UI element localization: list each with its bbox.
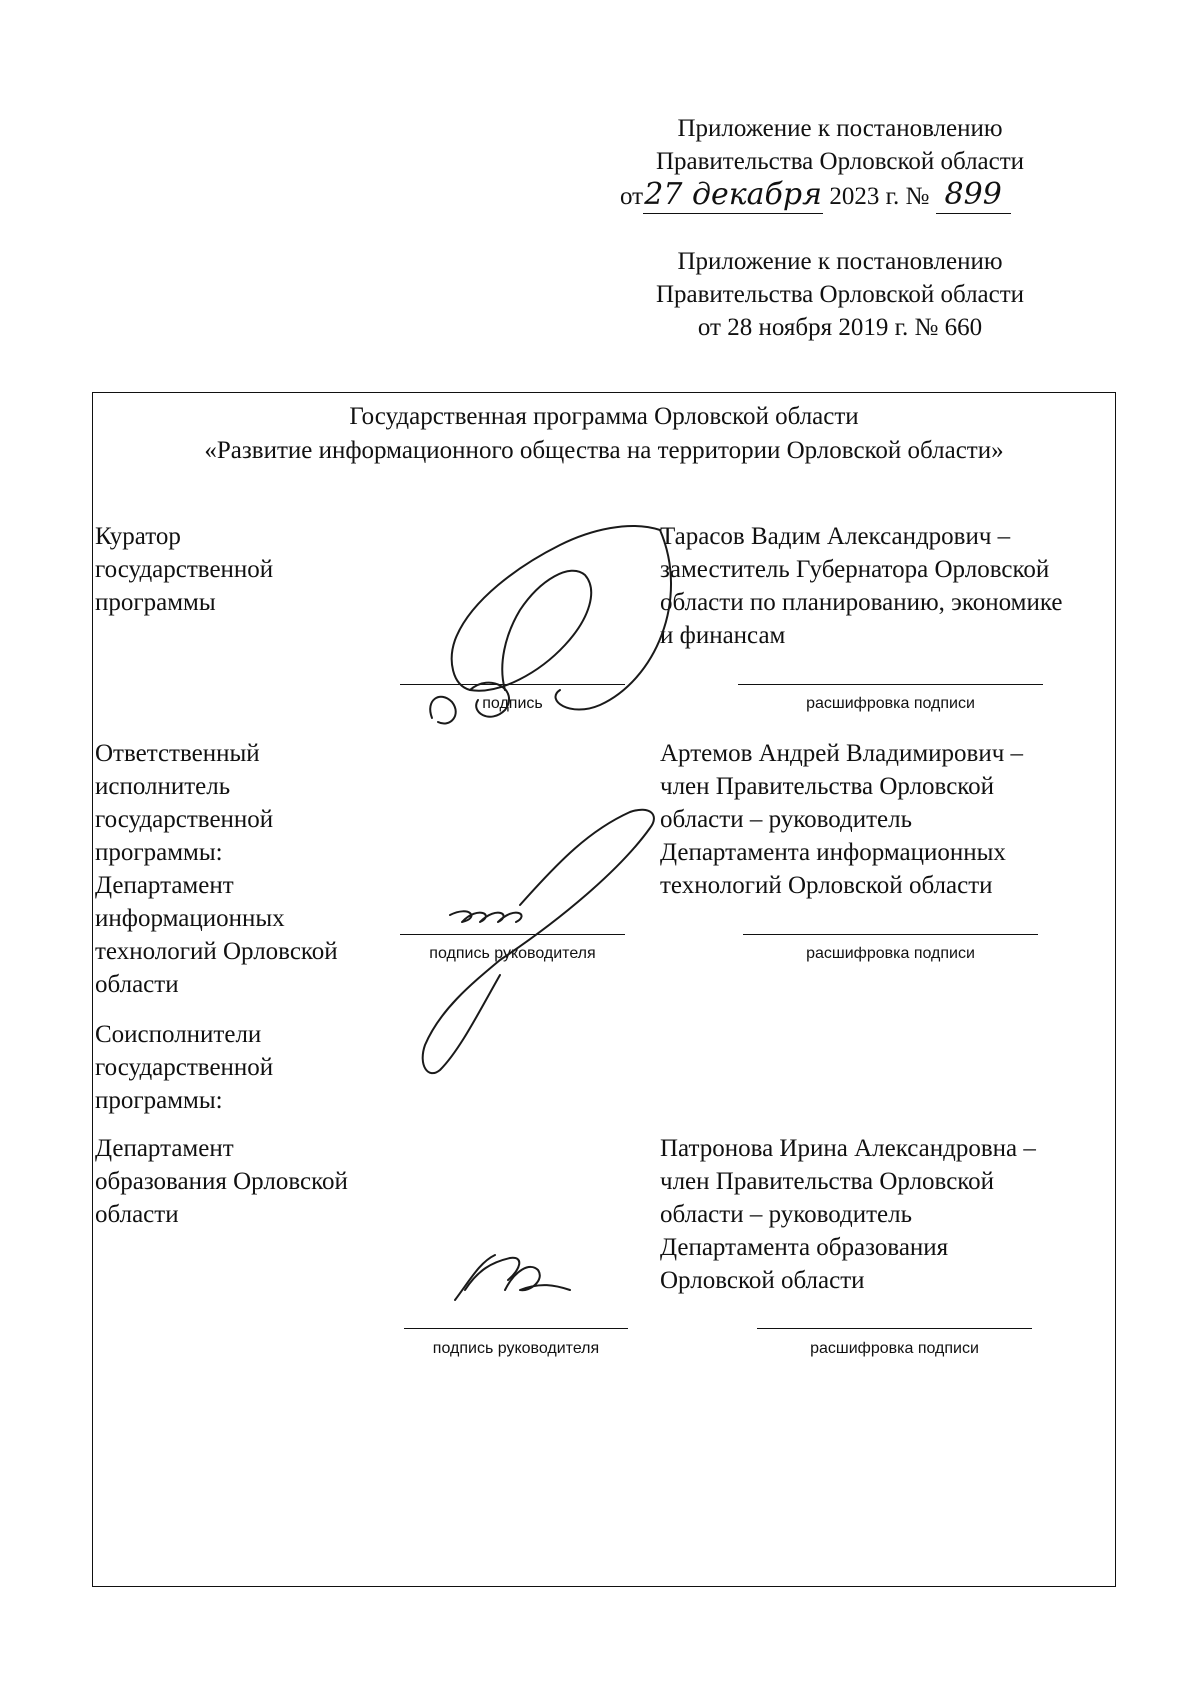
responsible-label-line: технологий Орловской: [95, 938, 338, 965]
amend-number-sign: №: [905, 183, 930, 210]
coexecutors-label-line: государственной: [95, 1054, 274, 1081]
curator-name-line: Тарасов Вадим Александрович –: [660, 523, 1011, 550]
education-label-line: образования Орловской: [95, 1168, 348, 1195]
curator-name-line: заместитель Губернатора Орловской: [660, 556, 1050, 583]
amend-from-prefix: от: [620, 183, 644, 210]
responsible-name-line: член Правительства Орловской: [660, 773, 995, 800]
responsible-decode-caption: расшифровка подписи: [806, 945, 975, 962]
education-name-line: области – руководитель: [660, 1201, 913, 1228]
responsible-label-line: Департамент: [95, 872, 234, 899]
coexecutors-label-line: Соисполнители: [95, 1021, 262, 1048]
curator-name-line: и финансам: [660, 622, 786, 649]
education-name-line: Департамента образования: [660, 1234, 949, 1261]
handwritten-number: 899: [944, 177, 1002, 212]
amend-header-line1: Приложение к постановлению: [677, 115, 1003, 142]
responsible-name-line: области – руководитель: [660, 806, 913, 833]
responsible-label-line: информационных: [95, 905, 285, 932]
education-name-line: Патронова Ирина Александровна –: [660, 1135, 1036, 1162]
responsible-label-line: области: [95, 971, 179, 998]
curator-name-line: области по планированию, экономике: [660, 589, 1063, 616]
education-sign-caption: подпись руководителя: [432, 1340, 600, 1357]
orig-header-line2: Правительства Орловской области: [655, 281, 1025, 308]
education-decode-caption: расшифровка подписи: [810, 1340, 979, 1357]
amend-year: 2023 г.: [829, 183, 900, 210]
responsible-label-line: исполнитель: [95, 773, 231, 800]
responsible-label-line: Ответственный: [95, 740, 260, 767]
education-signature: [455, 1255, 570, 1300]
education-label-line: Департамент: [95, 1135, 234, 1162]
curator-signature: [430, 526, 671, 724]
responsible-name-line: Департамента информационных: [660, 839, 1006, 866]
responsible-sign-caption: подпись руководителя: [429, 945, 596, 962]
orig-header-line3: от 28 ноября 2019 г. № 660: [697, 314, 983, 341]
curator-label-line: программы: [95, 589, 216, 616]
handwritten-date: 27 декабря: [644, 177, 822, 212]
education-name-line: член Правительства Орловской: [660, 1168, 995, 1195]
responsible-name-line: технологий Орловской области: [660, 872, 993, 899]
curator-decode-caption: расшифровка подписи: [806, 695, 975, 712]
amend-header-line2: Правительства Орловской области: [655, 148, 1025, 175]
program-title-line2: «Развитие информационного общества на территории Орловской области»: [204, 437, 1004, 464]
responsible-label-line: программы:: [95, 839, 223, 866]
responsible-name-line: Артемов Андрей Владимирович –: [660, 740, 1024, 767]
coexecutors-label-line: программы:: [95, 1087, 223, 1114]
orig-header-line1: Приложение к постановлению: [677, 248, 1003, 275]
program-title-line1: Государственная программа Орловской области: [349, 403, 859, 430]
curator-sign-caption: подпись: [482, 695, 543, 712]
curator-label-line: государственной: [95, 556, 274, 583]
responsible-label-line: государственной: [95, 806, 274, 833]
education-label-line: области: [95, 1201, 179, 1228]
education-name-line: Орловской области: [660, 1267, 865, 1294]
responsible-signature: [423, 810, 654, 1073]
curator-label-line: Куратор: [95, 523, 181, 550]
